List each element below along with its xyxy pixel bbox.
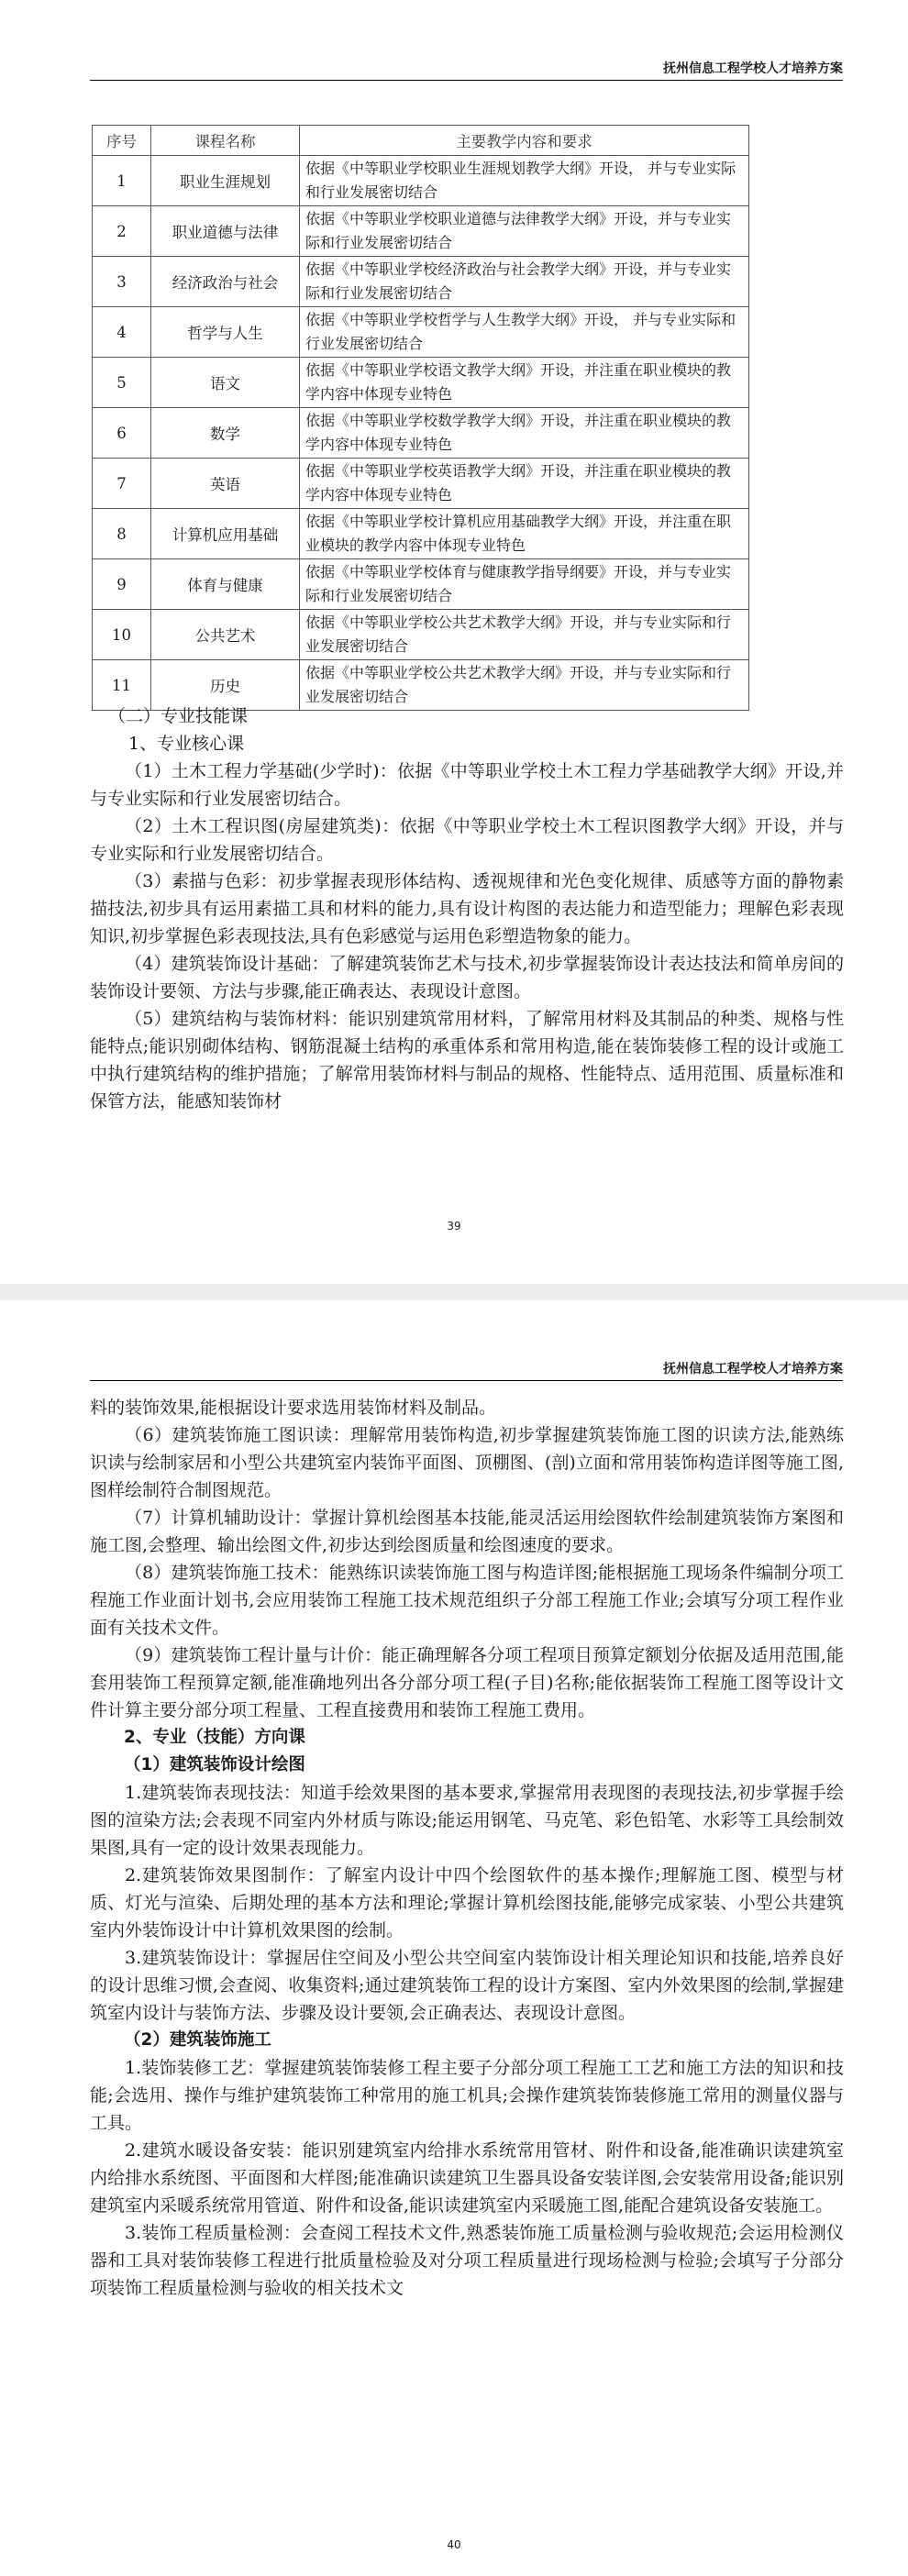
row-no: 10 — [93, 610, 151, 660]
page-40 — [0, 1300, 908, 2576]
table-row — [93, 559, 749, 610]
table-row — [93, 509, 749, 559]
col-header-desc: 主要教学内容和要求 — [300, 126, 749, 156]
row-no: 4 — [93, 307, 151, 358]
page-number: 39 — [447, 1220, 461, 1233]
page40-body — [90, 1394, 844, 2302]
row-no: 6 — [93, 408, 151, 459]
paragraph: （2）土木工程识图(房屋建筑类)：依据《中等职业学校土木工程识图教学大纲》开设，并与专业实际和行业发展密切结合。 — [90, 816, 844, 864]
table-row — [93, 206, 749, 257]
course-name: 英语 — [151, 459, 300, 509]
table-row — [93, 610, 749, 660]
paragraph: （7）计算机辅助设计：掌握计算机绘图基本技能,能灵活运用绘图软件绘制建筑装饰方案图和施工图,会整理、输出绘图文件,初步达到绘图质量和绘图速度的要求。 — [90, 1508, 844, 1555]
course-desc: 依据《中等职业学校经济政治与社会教学大纲》开设，并与专业实际和行业发展密切结合 — [300, 257, 749, 307]
paragraph: （9）建筑装饰工程计量与计价：能正确理解各分项工程项目预算定额划分依据及适用范围,能套用装饰工程预算定额,能准确地列出各分部分项工程(子目)名称;能依据装饰工程施工图等设计文件计算主要分部分项工程量、工程直接费用和装饰工程施工费用。 — [90, 1645, 844, 1720]
course-desc: 依据《中等职业学校职业生涯规划教学大纲》开设， 并与专业实际和行业发展密切结合 — [300, 156, 749, 206]
course-name: 语文 — [151, 358, 300, 408]
course-desc: 依据《中等职业学校哲学与人生教学大纲》开设， 并与专业实际和行业发展密切结合 — [300, 307, 749, 358]
table-header-row — [93, 126, 749, 156]
paragraph: 2.建筑水暖设备安装：能识别建筑室内给排水系统常用管材、附件和设备,能准确识读建筑室内给排水系统图、平面图和大样图;能准确识读建筑卫生器具设备安装详图,会安装常用设备;能识别建筑室内采暖系统常用管道、附件和设备,能识读建筑室内采暖施工图,能配合建筑设备安装施工。 — [90, 2140, 844, 2216]
course-desc: 依据《中等职业学校公共艺术教学大纲》开设，并与专业实际和行业发展密切结合 — [300, 610, 749, 660]
col-header-no: 序号 — [93, 126, 151, 156]
paragraph: 1.建筑装饰表现技法：知道手绘效果图的基本要求,掌握常用表现图的表现技法,初步掌握手绘图的渲染方法;会表现不同室内外材质与陈设;能运用钢笔、马克笔、彩色铅笔、水彩等工具绘制效果图,具有一定的设计效果表现能力。 — [90, 1783, 844, 1858]
table-row — [93, 358, 749, 408]
row-no: 5 — [93, 358, 151, 408]
table-row — [93, 257, 749, 307]
subsection-heading: （2）建筑装饰施工 — [124, 2030, 271, 2050]
row-no: 8 — [93, 509, 151, 559]
paragraph: （3）素描与色彩：初步掌握表现形体结构、透视规律和光色变化规律、质感等方面的静物素描技法,初步具有运用素描工具和材料的能力,具有设计构图的表达能力和造型能力；理解色彩表现知识,初步掌握色彩表现技法,具有色彩感觉与运用色彩塑造物象的能力。 — [90, 871, 844, 946]
course-name: 计算机应用基础 — [151, 509, 300, 559]
course-name: 公共艺术 — [151, 610, 300, 660]
course-desc: 依据《中等职业学校数学教学大纲》开设，并注重在职业模块的教学内容中体现专业特色 — [300, 408, 749, 459]
paragraph: 料的装饰效果,能根据设计要求选用装饰材料及制品。 — [90, 1398, 497, 1418]
col-header-name: 课程名称 — [151, 126, 300, 156]
course-desc: 依据《中等职业学校语文教学大纲》开设，并注重在职业模块的教学内容中体现专业特色 — [300, 358, 749, 408]
row-no: 2 — [93, 206, 151, 257]
paragraph: （1）土木工程力学基础(少学时)：依据《中等职业学校土木工程力学基础教学大纲》开设,并与专业实际和行业发展密切结合。 — [90, 761, 844, 809]
course-name: 历史 — [151, 660, 300, 711]
course-name: 经济政治与社会 — [151, 257, 300, 307]
page39-body — [90, 702, 844, 1115]
row-no: 9 — [93, 559, 151, 610]
page-header: 抚州信息工程学校人才培养方案 — [90, 1361, 843, 1381]
course-desc: 依据《中等职业学校计算机应用基础教学大纲》开设，并注重在职业模块的教学内容中体现专业特色 — [300, 509, 749, 559]
row-no: 3 — [93, 257, 151, 307]
table-row — [93, 307, 749, 358]
paragraph: 2.建筑装饰效果图制作：了解室内设计中四个绘图软件的基本操作;理解施工图、模型与材质、灯光与渲染、后期处理的基本方法和理论;掌握计算机绘图技能,能够完成家装、小型公共建筑室内外装饰设计中计算机效果图的绘制。 — [90, 1865, 844, 1940]
course-name: 体育与健康 — [151, 559, 300, 610]
course-desc: 依据《中等职业学校英语教学大纲》开设，并注重在职业模块的教学内容中体现专业特色 — [300, 459, 749, 509]
subsection-heading: （1）建筑装饰设计绘图 — [124, 1755, 305, 1774]
row-no: 11 — [93, 660, 151, 711]
table-row — [93, 459, 749, 509]
course-name: 职业道德与法律 — [151, 206, 300, 257]
course-name: 职业生涯规划 — [151, 156, 300, 206]
paragraph: （6）建筑装饰施工图识读：理解常用装饰构造,初步掌握建筑装饰施工图的识读方法,能熟练识读与绘制家居和小型公共建筑室内装饰平面图、顶棚图、(剖)立面和常用装饰构造详图等施工图,图样绘制符合制图规范。 — [90, 1425, 844, 1500]
course-desc: 依据《中等职业学校体育与健康教学指导纲要》开设，并与专业实际和行业发展密切结合 — [300, 559, 749, 610]
subsection-heading: 1、专业核心课 — [128, 734, 245, 754]
course-desc: 依据《中等职业学校公共艺术教学大纲》开设，并与专业实际和行业发展密切结合 — [300, 660, 749, 711]
paragraph: 1.装饰装修工艺：掌握建筑装饰装修工程主要子分部分项工程施工工艺和施工方法的知识和技能;会选用、操作与维护建筑装饰工种常用的施工机具;会操作建筑装饰装修施工常用的测量仪器与工具。 — [90, 2058, 844, 2133]
public-course-table — [92, 125, 749, 711]
paragraph: 3.建筑装饰设计：掌握居住空间及小型公共空间室内装饰设计相关理论知识和技能,培养良好的设计思维习惯,会查阅、收集资料;通过建筑装饰工程的设计方案图、室内外效果图的绘制,掌握建筑室内设计与装饰方法、步骤及设计要领,会正确表达、表现设计意图。 — [90, 1948, 844, 2023]
row-no: 7 — [93, 459, 151, 509]
paragraph: （4）建筑装饰设计基础：了解建筑装饰艺术与技术,初步掌握装饰设计表达技法和简单房间的装饰设计要领、方法与步骤,能正确表达、表现设计意图。 — [90, 954, 844, 1001]
subsection-heading: 2、专业（技能）方向课 — [124, 1728, 305, 1747]
table-row — [93, 408, 749, 459]
course-name: 数学 — [151, 408, 300, 459]
paragraph: 3.装饰工程质量检测：会查阅工程技术文件,熟悉装饰施工质量检测与验收规范;会运用检测仪器和工具对装饰装修工程进行批质量检验及对分项工程质量进行现场检测与检验;会填写子分部分项装饰工程质量检测与验收的相关技术文 — [90, 2223, 844, 2298]
course-name: 哲学与人生 — [151, 307, 300, 358]
row-no: 1 — [93, 156, 151, 206]
page-number: 40 — [447, 2538, 461, 2551]
page-header: 抚州信息工程学校人才培养方案 — [90, 61, 843, 81]
table-row — [93, 156, 749, 206]
paragraph: （8）建筑装饰施工技术：能熟练识读装饰施工图与构造详图;能根据施工现场条件编制分项工程施工作业面计划书,会应用装饰工程施工技术规范组织子分部工程施工作业;会填写分项工程作业面有关技术文件。 — [90, 1563, 844, 1638]
page-39 — [0, 0, 908, 1284]
course-desc: 依据《中等职业学校职业道德与法律教学大纲》开设，并与专业实际和行业发展密切结合 — [300, 206, 749, 257]
paragraph: （5）建筑结构与装饰材料：能识别建筑常用材料，了解常用材料及其制品的种类、规格与性能特点;能识别砌体结构、钢筋混凝土结构的承重体系和常用构造,能在装饰装修工程的设计或施工中执行建筑结构的维护措施；了解常用装饰材料与制品的规格、性能特点、适用范围、质量标准和保管方法，能感知装饰材 — [90, 1009, 844, 1111]
section-heading: （二）专业技能课 — [108, 706, 249, 726]
